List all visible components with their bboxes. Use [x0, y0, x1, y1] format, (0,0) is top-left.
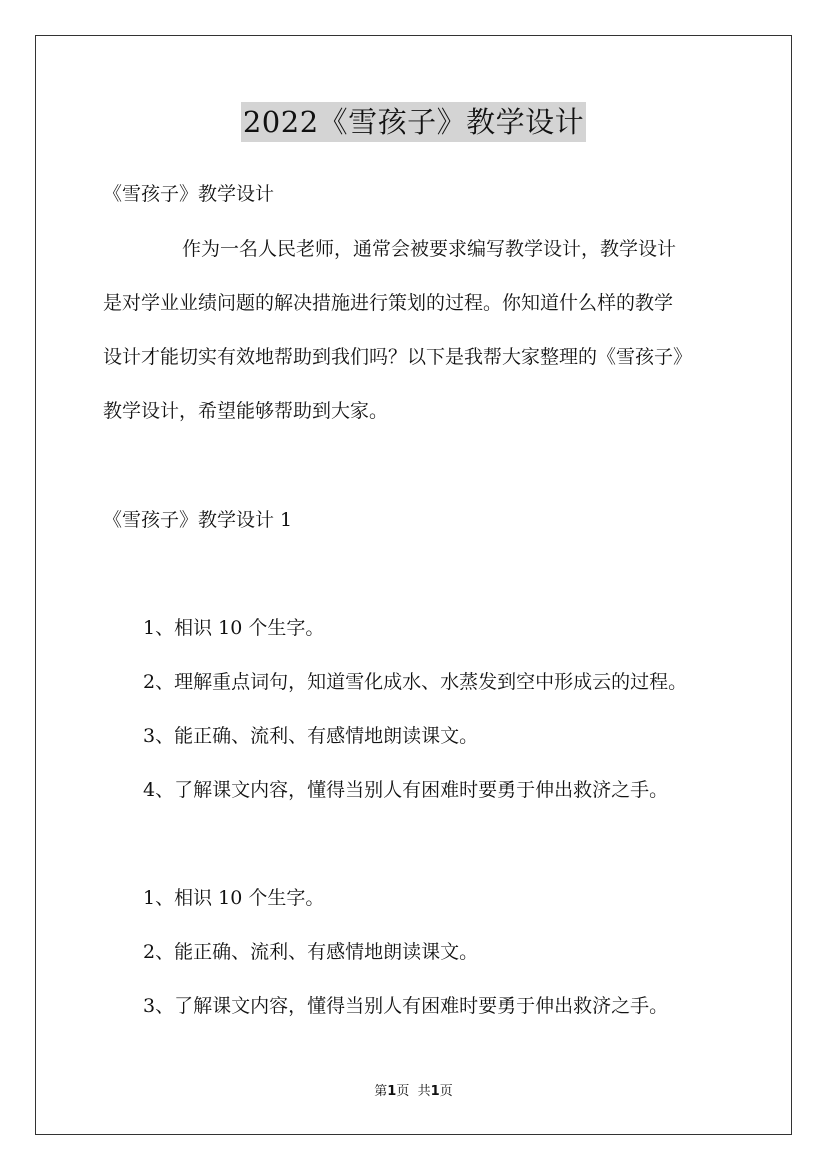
goal-b-1: 1、相识 10 个生字。 [143, 887, 325, 909]
goal-a-1: 1、相识 10 个生字。 [143, 617, 325, 639]
page-footer [0, 1083, 827, 1101]
intro-line-4: 教学设计，希望能够帮助到大家。 [103, 400, 389, 422]
title-container [0, 102, 827, 142]
goal-a-4: 4、了解课文内容，懂得当别人有困难时要勇于伸出救济之手。 [143, 779, 669, 801]
page-number: 1 [387, 1084, 397, 1099]
page-suffix: 页 [396, 1084, 410, 1099]
goal-b-2: 2、能正确、流利、有感情地朗读课文。 [143, 941, 479, 963]
total-suffix: 页 [439, 1084, 453, 1099]
total-prefix: 共 [417, 1084, 431, 1099]
goal-b-3: 3、了解课文内容，懂得当别人有困难时要勇于伸出救济之手。 [143, 995, 669, 1017]
document-title: 2022《雪孩子》教学设计 [241, 102, 586, 142]
goal-a-2: 2、理解重点词句，知道雪化成水、水蒸发到空中形成云的过程。 [143, 671, 688, 693]
intro-line-1: 作为一名人民老师，通常会被要求编写教学设计，教学设计 [182, 238, 677, 260]
document-subtitle: 《雪孩子》教学设计 [103, 183, 275, 205]
intro-line-3: 设计才能切实有效地帮助到我们吗？以下是我帮大家整理的《雪孩子》 [103, 346, 693, 368]
intro-line-2: 是对学业业绩问题的解决措施进行策划的过程。你知道什么样的教学 [103, 292, 674, 314]
section-heading: 《雪孩子》教学设计 1 [103, 509, 293, 531]
page-prefix: 第 [374, 1084, 388, 1099]
total-number: 1 [430, 1084, 440, 1099]
goal-a-3: 3、能正确、流利、有感情地朗读课文。 [143, 725, 479, 747]
